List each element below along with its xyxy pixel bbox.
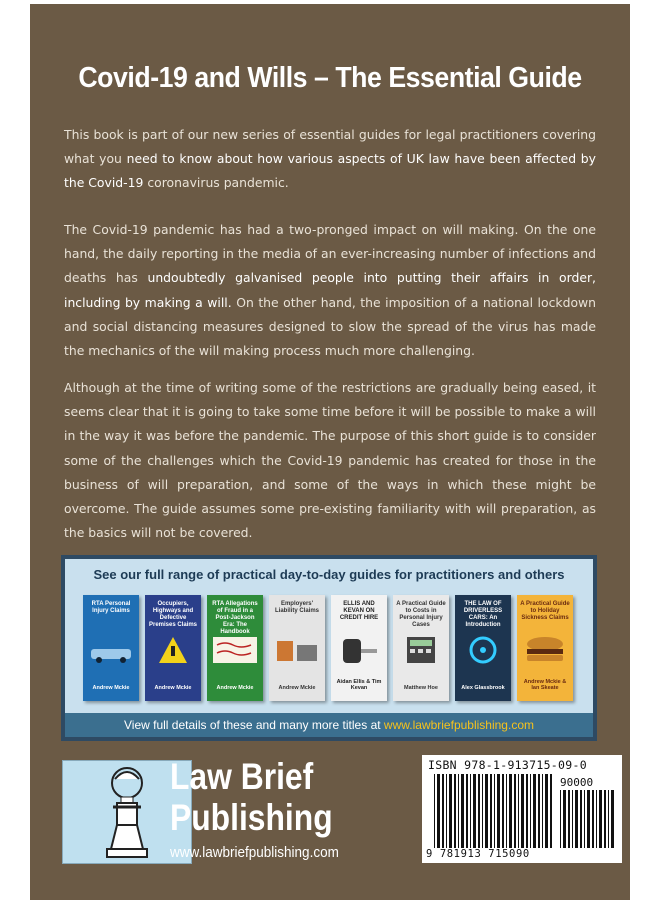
blurb-text: This book is part of our new series of essential guides for legal practitioners covering what you [64, 127, 596, 167]
series-book-title: Employers' Liability Claims [274, 601, 319, 614]
handwritten-note-icon [211, 635, 259, 665]
burger-icon [521, 635, 569, 665]
blurb-text: On the other hand, the imposition of a national lockdown and social distancing measures designed to slow the spread of the virus has made the mechanics of the will making process much more challenging. [64, 294, 597, 359]
series-book [145, 595, 201, 701]
series-book [455, 595, 511, 701]
blurb-paragraph-2 [64, 218, 596, 363]
series-promo-panel [61, 555, 597, 741]
series-book-title: ELLIS AND KEVAN ON CREDIT HIRE [339, 601, 379, 621]
promo-heading: See our full range of practical day-to-day guides for practitioners and others [93, 567, 565, 582]
barcode-addon-bars-icon [560, 790, 614, 848]
series-book-author: Andrew Mckie [92, 685, 130, 691]
series-book [393, 595, 449, 701]
blurb-highlight: undoubtedly galvanised people into putting their affairs in order, including by making a will. [64, 270, 596, 310]
series-book [331, 595, 387, 701]
wet-floor-sign-icon [149, 635, 197, 665]
series-book-author: Andrew Mckie & Ian Skeate [523, 679, 567, 691]
series-book-author: Alex Glassbrook [461, 685, 505, 691]
blurb-text: coronavirus pandemic. [143, 175, 289, 191]
steering-wheel-icon [459, 635, 507, 665]
series-book [83, 595, 139, 701]
car-key-icon [335, 635, 383, 665]
promo-inner [65, 559, 593, 737]
series-book-title: A Practical Guide to Costs in Personal Injury Cases [396, 601, 446, 628]
series-book-author: Matthew Hoe [404, 685, 438, 691]
back-cover [30, 4, 630, 900]
publisher-name-line-1: Law Brief [170, 756, 314, 797]
series-book-author: Andrew Mckie [216, 685, 254, 691]
series-book [269, 595, 325, 701]
blurb-text: Although at the time of writing some of the restrictions are gradually being eased, it seems clear that it is going to take some time before it will be possible to make a will in the way it was before the pandemic. The purpose of this short guide is to consider some of the challenges which the Covid-19 pandemic has created for those in the business of will preparation, and some of the ways in which these might be overcome. The guide assumes some pre-existing familiarity with will preparation, as the basics will not be covered. [64, 380, 596, 541]
publisher-url[interactable]: www.lawbriefpublishing.com [170, 844, 339, 861]
price-code: 90000 [560, 776, 594, 789]
series-book-title: Occupiers, Highways and Defective Premises Claims [148, 601, 198, 628]
series-book-title: RTA Personal Injury Claims [91, 601, 131, 614]
series-book-title: RTA Allegations of Fraud in a Post-Jackson Era: The Handbook [212, 601, 258, 635]
series-book-author: Andrew Mckie [278, 685, 316, 691]
isbn-barcode [422, 755, 622, 863]
series-book-author: Aidan Ellis & Tim Kevan [336, 679, 382, 691]
blurb-paragraph-1 [64, 123, 596, 196]
barcode-bars-icon [434, 774, 554, 848]
series-book-author: Andrew Mckie [154, 685, 192, 691]
barcode-digits: 9 781913 715090 [426, 848, 530, 860]
book-title: Covid-19 and Wills – The Essential Guide [78, 62, 582, 94]
series-book-title: THE LAW OF DRIVERLESS CARS: An Introduction [463, 601, 503, 628]
blurb-paragraph-3 [64, 376, 596, 545]
book-shelf [77, 595, 581, 707]
car-crash-illustration-icon [87, 635, 135, 665]
calculator-icon [397, 635, 445, 665]
promo-footer [65, 713, 593, 737]
blurb-highlight: need to know about how various aspects of UK law have been affected by the Covid-19 [64, 151, 596, 191]
series-book-title: A Practical Guide to Holiday Sickness Claims [520, 601, 570, 621]
promo-footer-url[interactable]: www.lawbriefpublishing.com [383, 718, 534, 732]
series-book [517, 595, 573, 701]
publisher-name-line-2: Publishing [170, 797, 333, 838]
workplace-tools-icon [273, 635, 321, 665]
blurb-text: The Covid-19 pandemic has had a two-pronged impact on will making. On the one hand, the daily reporting in the media of an ever-increasing number of infections and deaths has [64, 222, 596, 286]
series-book [207, 595, 263, 701]
promo-footer-text: View full details of these and many more titles at [124, 718, 384, 732]
isbn-text: ISBN 978-1-913715-09-0 [428, 758, 587, 772]
